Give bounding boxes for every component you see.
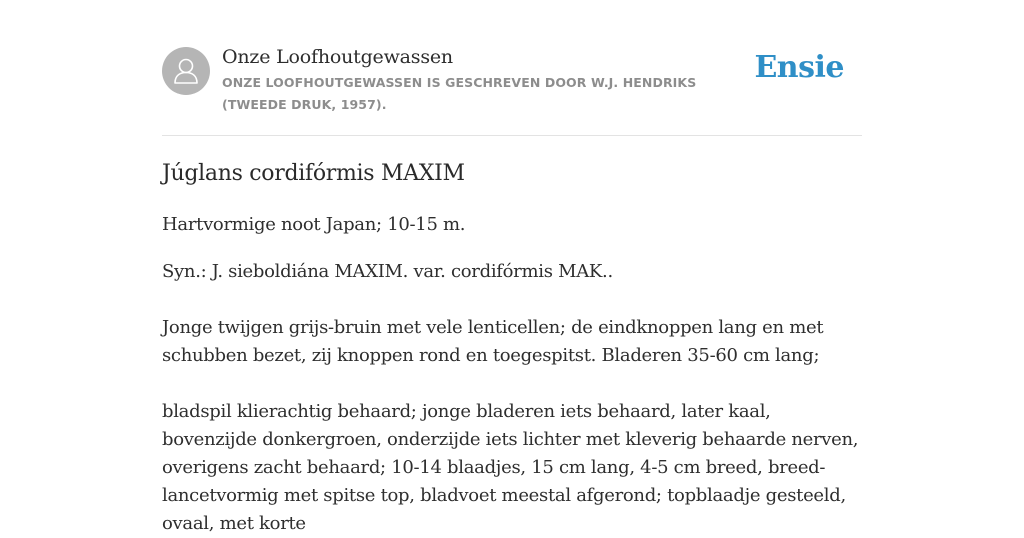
entry-title: Júglans cordifórmis MAXIM [162, 161, 465, 186]
entry-paragraph: Jonge twijgen grijs-bruin met vele lenticellen; de eindknoppen lang en met schubben bezet, zij knoppen rond en toegespitst. Bladeren 35-60 cm lang; [162, 317, 824, 366]
entry-content [162, 158, 862, 538]
header-divider [162, 135, 862, 136]
entry-paragraph: Hartvormige noot Japan; 10-15 m. [162, 214, 466, 235]
source-description: ONZE LOOFHOUTGEWASSEN IS GESCHREVEN DOOR W.J. HENDRIKS (TWEEDE DRUK, 1957). [222, 75, 697, 112]
user-avatar-icon[interactable] [162, 47, 210, 95]
entry-paragraph: bladspil klierachtig behaard; jonge bladeren iets behaard, later kaal, bovenzijde donkergroen, onderzijde iets lichter met kleverig behaarde nerven, overigens zacht behaard; 10-14 blaadjes, 15 cm lang, 4-5 cm breed, breed-lancetvormig met spitse top, bladvoet meestal afgerond; topblaadje gesteeld, ovaal, met korte [162, 401, 859, 534]
brand-logo[interactable]: Ensie [754, 50, 844, 85]
entry-paragraph: Syn.: J. sieboldiána MAXIM. var. cordifórmis MAK.. [162, 261, 613, 282]
source-title[interactable]: Onze Loofhoutgewassen [222, 46, 453, 68]
source-header [162, 46, 862, 118]
